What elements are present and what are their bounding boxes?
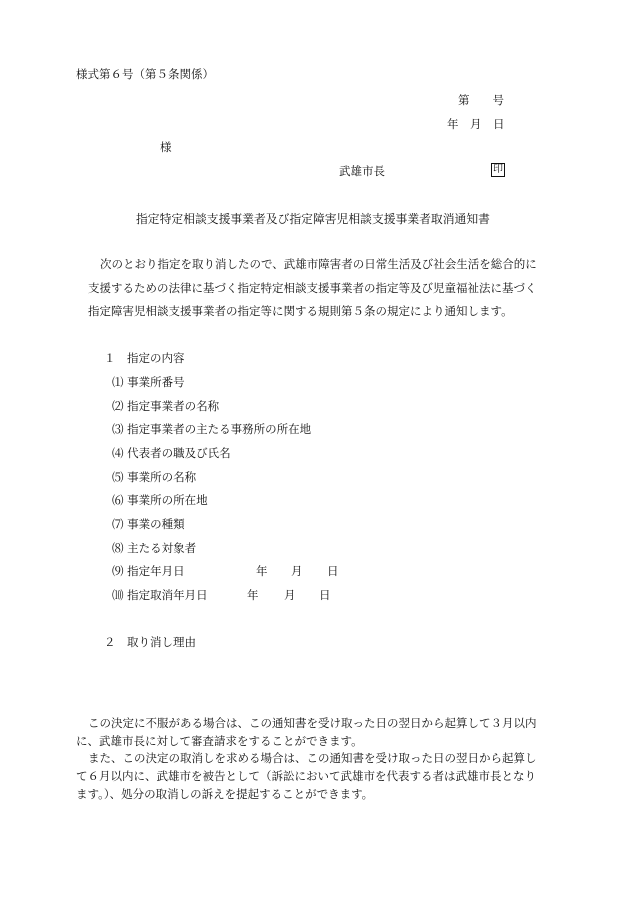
issue-date: 年 月 日: [447, 117, 505, 131]
designation-date-day: 日: [327, 564, 339, 578]
sender-name: 武雄市長: [339, 164, 385, 178]
document-title: 指定特定相談支援事業者及び指定障害児相談支援事業者取消通知書: [136, 212, 490, 226]
list-item: ⑹ 事業所の所在地: [112, 493, 208, 507]
body-line-3: 指定障害児相談支援事業者の指定等に関する規則第５条の規定により通知します。: [88, 304, 513, 318]
addressee: 様: [160, 140, 172, 154]
list-item: ⑸ 事業所の名称: [112, 470, 197, 484]
section-1-heading: １ 指定の内容: [104, 351, 185, 365]
document-number: 第 号: [458, 93, 504, 107]
list-item: ⑽ 指定取消年月日: [112, 588, 208, 602]
notice-line-4: て６月以内に、武雄市を被告として（訴訟において武雄市を代表する者は武雄市長となり: [76, 769, 536, 783]
list-item: ⑼ 指定年月日: [112, 564, 185, 578]
list-item: ⑵ 指定事業者の名称: [112, 399, 220, 413]
body-line-2: 支援するための法律に基づく指定特定相談支援事業者の指定等及び児童福祉法に基づく: [88, 281, 537, 295]
notice-line-1: この決定に不服がある場合は、この通知書を受け取った日の翌日から起算して３月以内: [88, 716, 537, 730]
designation-date-year: 年: [256, 564, 268, 578]
designation-date-month: 月: [291, 564, 303, 578]
revocation-date-year: 年: [247, 588, 259, 602]
revocation-date-month: 月: [284, 588, 296, 602]
body-line-1: 次のとおり指定を取り消したので、武雄市障害者の日常生活及び社会生活を総合的に: [100, 257, 537, 271]
form-number: 様式第６号（第５条関係）: [76, 67, 214, 81]
list-item: ⑴ 事業所番号: [112, 375, 185, 389]
seal-mark: 印: [493, 164, 503, 175]
list-item: ⑺ 事業の種類: [112, 517, 185, 531]
notice-line-5: ます。）、処分の取消しの訴えを提起することができます。: [76, 787, 374, 801]
list-item: ⑶ 指定事業者の主たる事務所の所在地: [112, 422, 312, 436]
list-item: ⑷ 代表者の職及び氏名: [112, 446, 231, 460]
section-2-heading: ２ 取り消し理由: [104, 635, 196, 649]
notice-line-3: また、この決定の取消しを求める場合は、この通知書を受け取った日の翌日から起算し: [88, 751, 537, 765]
notice-line-2: に、武雄市長に対して審査請求をすることができます。: [76, 734, 363, 748]
revocation-date-day: 日: [319, 588, 331, 602]
list-item: ⑻ 主たる対象者: [112, 541, 197, 555]
